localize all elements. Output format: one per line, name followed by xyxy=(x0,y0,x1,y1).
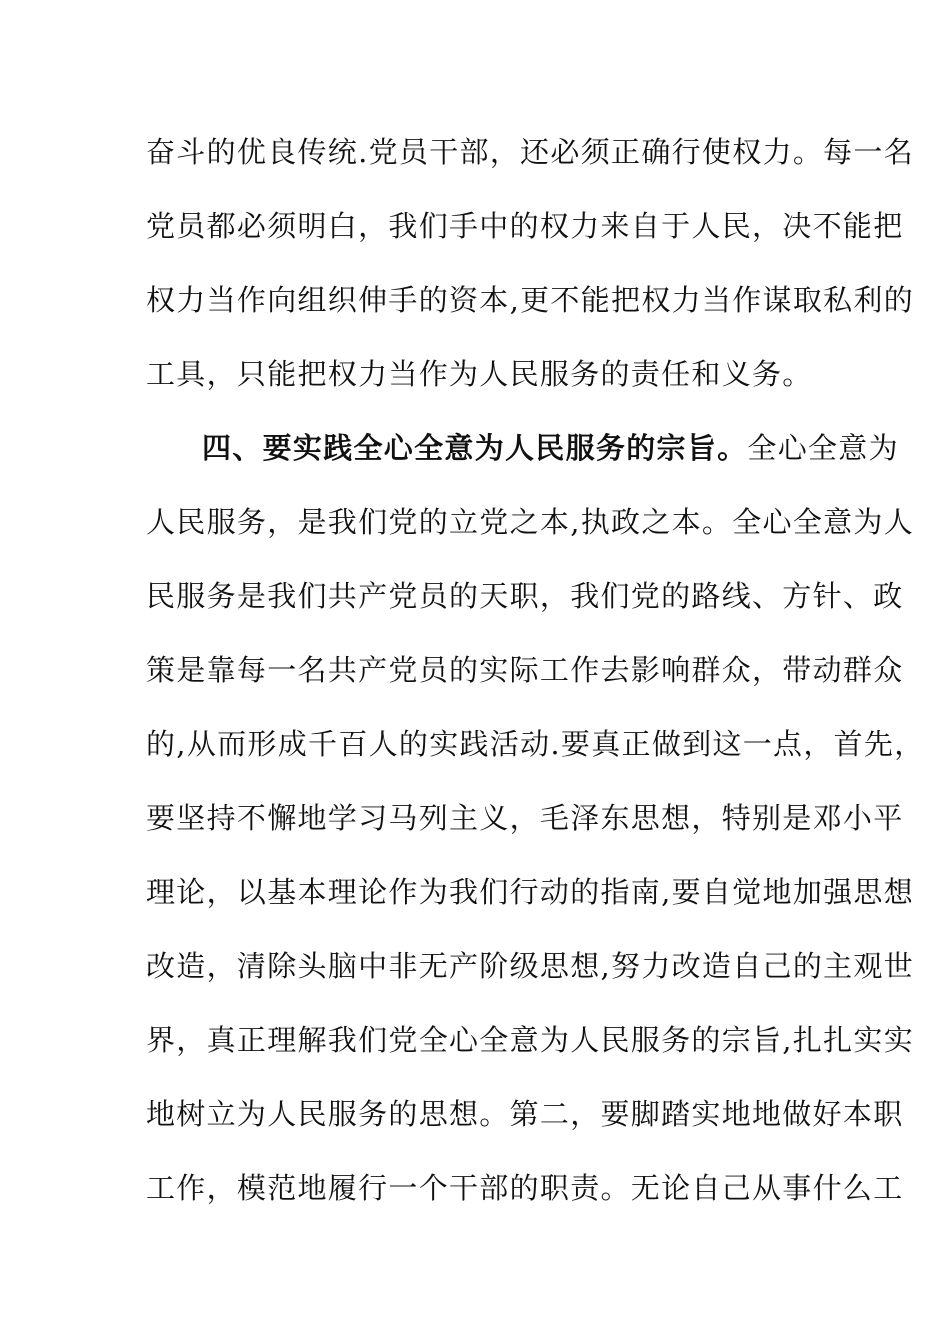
paragraph-line: 工作，模范地履行一个干部的职责。无论自己从事什么工 xyxy=(146,1171,904,1205)
paragraph-line: 地树立为人民服务的思想。第二，要脚踏实地地做好本职 xyxy=(146,1097,904,1131)
paragraph-line: 工具，只能把权力当作为人民服务的责任和义务。 xyxy=(146,357,813,391)
paragraph-line: 权力当作向组织伸手的资本,更不能把权力当作谋取私利的 xyxy=(146,283,915,317)
paragraph-line: 改造，清除头脑中非无产阶级思想,努力改造自己的主观世 xyxy=(146,949,915,983)
paragraph-line: 界，真正理解我们党全心全意为人民服务的宗旨,扎扎实实 xyxy=(146,1023,915,1057)
paragraph-line: 党员都必须明白，我们手中的权力来自于人民，决不能把 xyxy=(146,209,904,243)
section-heading: 四、要实践全心全意为人民服务的宗旨。 xyxy=(202,431,748,465)
paragraph-line: 理论，以基本理论作为我们行动的指南,要自觉地加强思想 xyxy=(146,875,915,909)
paragraph-line: 人民服务，是我们党的立党之本,执政之本。全心全意为人 xyxy=(146,505,915,539)
paragraph-line: 要坚持不懈地学习马列主义，毛泽东思想，特别是邓小平 xyxy=(146,801,904,835)
paragraph-line: 策是靠每一名共产党员的实际工作去影响群众，带动群众 xyxy=(146,653,904,687)
paragraph-line: 奋斗的优良传统.党员干部，还必须正确行使权力。每一名 xyxy=(146,135,915,169)
section-heading-continuation: 全心全意为 xyxy=(747,431,899,465)
paragraph-line: 的,从而形成千百人的实践活动.要真正做到这一点，首先， xyxy=(146,727,925,761)
paragraph-line: 民服务是我们共产党员的天职，我们党的路线、方针、政 xyxy=(146,579,904,613)
section-heading-line xyxy=(202,428,899,468)
